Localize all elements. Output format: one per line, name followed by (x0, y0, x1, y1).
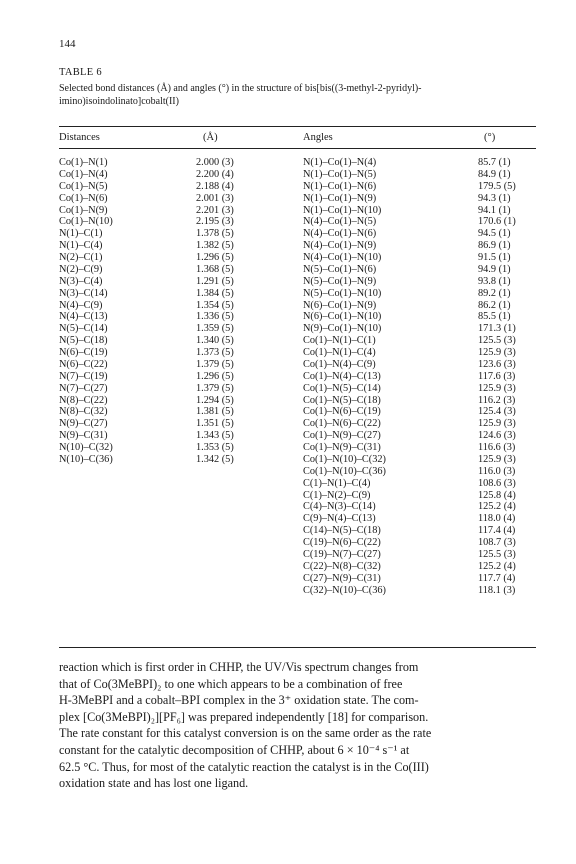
table-cell: 117.4 (4) (478, 525, 516, 537)
table-cell: 94.9 (1) (478, 263, 511, 275)
table-cell: 125.8 (4) (478, 489, 516, 501)
table-cell: 2.000 (3) (196, 157, 234, 168)
angle-name-column (303, 157, 386, 596)
table-cell: C(19)–N(7)–C(27) (303, 548, 381, 560)
paragraph-line: that of Co(3MeBPI)₂ to one which appears to be a combination of free (59, 676, 403, 691)
table-cell: N(1)–Co(1)–N(4) (303, 157, 377, 168)
table-cell: 2.200 (4) (196, 168, 234, 180)
table-cell: 93.8 (1) (478, 275, 511, 287)
table-cell: 125.4 (3) (478, 406, 516, 418)
paragraph-line: H-3MeBPI and a cobalt–BPI complex in the 3⁺ oxidation state. The com- (59, 693, 419, 708)
table-label: TABLE 6 (59, 67, 102, 78)
table-cell: N(4)–Co(1)–N(6) (303, 228, 377, 240)
table-cell: N(9)–Co(1)–N(10) (303, 323, 382, 335)
table-cell: 116.0 (3) (478, 465, 516, 477)
table-cell: C(1)–N(1)–C(4) (303, 477, 371, 489)
table-cell: Co(1)–N(6)–C(19) (303, 406, 381, 418)
table-cell: N(2)–C(1) (59, 252, 103, 263)
table-cell: 91.5 (1) (478, 252, 511, 263)
table-cell: Co(1)–N(6) (59, 192, 108, 204)
table-cell: N(10)–C(32) (59, 442, 113, 453)
table-cell: N(1)–Co(1)–N(10) (303, 204, 382, 216)
table-cell: 1.291 (5) (196, 275, 234, 287)
table-cell: 1.294 (5) (196, 394, 234, 406)
table-cell: N(6)–Co(1)–N(10) (303, 311, 382, 323)
table-cell: 124.6 (3) (478, 430, 516, 442)
table-cell: 89.2 (1) (478, 287, 511, 299)
table-cell: 1.381 (5) (196, 406, 234, 418)
table-header-rule (59, 148, 536, 149)
table-cell: 125.2 (4) (478, 560, 516, 572)
table-cell: 1.342 (5) (196, 453, 234, 465)
table-cell: 1.373 (5) (196, 347, 234, 358)
table-cell: 179.5 (5) (478, 180, 516, 192)
table-cell: 1.354 (5) (196, 299, 234, 311)
table-cell: C(22)–N(8)–C(32) (303, 560, 381, 572)
table-cell: 118.0 (4) (478, 513, 516, 525)
header-distances: Distances (59, 132, 100, 143)
table-cell: 1.379 (5) (196, 382, 234, 394)
table-cell: 117.7 (4) (478, 572, 516, 584)
table-cell: Co(1)–N(10)–C(36) (303, 465, 386, 477)
table-cell: 1.368 (5) (196, 263, 234, 275)
paragraph-line: plex [Co(3MeBPI)₂][PF₆] was prepared independently [18] for comparison. (59, 709, 429, 724)
table-cell: 125.9 (3) (478, 453, 516, 465)
table-bottom-rule (59, 647, 536, 648)
table-cell: N(4)–Co(1)–N(5) (303, 216, 377, 228)
table-cell: N(4)–C(13) (59, 311, 108, 323)
paragraph-line: The rate constant for this catalyst conversion is on the same order as the rate (59, 726, 432, 741)
table-cell: 2.188 (4) (196, 180, 234, 192)
caption-line: imino)isoindolinato]cobalt(II) (59, 96, 179, 107)
table-cell: 118.1 (3) (478, 584, 516, 596)
table-cell: 125.9 (3) (478, 347, 516, 358)
table-cell: Co(1)–N(1)–C(1) (303, 335, 376, 347)
table-cell: 1.382 (5) (196, 240, 234, 252)
table-cell: 125.5 (3) (478, 335, 516, 347)
paragraph-line: reaction which is first order in CHHP, the UV/Vis spectrum changes from (59, 660, 419, 674)
table-cell: N(3)–C(4) (59, 275, 103, 287)
table-cell: N(3)–C(14) (59, 287, 108, 299)
table-cell: 84.9 (1) (478, 168, 511, 180)
header-angles: Angles (303, 132, 333, 143)
table-cell: N(1)–C(4) (59, 240, 103, 252)
table-cell: Co(1)–N(4)–C(9) (303, 358, 376, 370)
header-distance-unit: (Å) (203, 132, 218, 143)
table-cell: 1.379 (5) (196, 358, 234, 370)
table-cell: 1.351 (5) (196, 418, 234, 430)
table-top-rule (59, 126, 536, 127)
table-cell: N(7)–C(19) (59, 370, 108, 382)
table-cell: 94.3 (1) (478, 192, 511, 204)
table-cell: 1.340 (5) (196, 335, 234, 347)
table-cell: N(1)–Co(1)–N(5) (303, 168, 377, 180)
table-cell: Co(1)–N(9)–C(31) (303, 442, 381, 453)
table-cell: 1.296 (5) (196, 252, 234, 263)
table-cell: 85.5 (1) (478, 311, 511, 323)
caption-line: Selected bond distances (Å) and angles (°) in the structure of bis[bis((3-methyl-2-pyridyl)- (59, 83, 422, 94)
page-number: 144 (59, 38, 76, 50)
table-cell: 125.5 (3) (478, 548, 516, 560)
table-cell: 117.6 (3) (478, 370, 516, 382)
table-cell: N(4)–Co(1)–N(9) (303, 240, 377, 252)
table-cell: 86.2 (1) (478, 299, 511, 311)
distance-bond-column (59, 157, 113, 466)
table-cell: 123.6 (3) (478, 358, 516, 370)
header-angle-unit: (°) (484, 132, 496, 143)
table-cell: 1.336 (5) (196, 311, 234, 323)
table-cell: Co(1)–N(9) (59, 204, 108, 216)
table-cell: 116.6 (3) (478, 442, 516, 453)
table-cell: 1.378 (5) (196, 228, 234, 240)
table-cell: N(9)–C(27) (59, 418, 108, 430)
table-cell: N(1)–C(1) (59, 228, 103, 240)
table-cell: 108.6 (3) (478, 477, 516, 489)
table-cell: C(9)–N(4)–C(13) (303, 513, 376, 525)
table-cell: 1.296 (5) (196, 370, 234, 382)
table-cell: C(19)–N(6)–C(22) (303, 537, 381, 548)
body-paragraph (59, 659, 537, 792)
table-cell: C(32)–N(10)–C(36) (303, 584, 386, 596)
table-cell: Co(1)–N(9)–C(27) (303, 430, 381, 442)
paragraph-line: 62.5 °C. Thus, for most of the catalytic reaction the catalyst is in the Co(III) (59, 759, 429, 774)
table-cell: Co(1)–N(4) (59, 168, 108, 180)
table-cell: C(4)–N(3)–C(14) (303, 501, 376, 513)
angle-value-column (478, 157, 516, 596)
table-caption (59, 82, 549, 108)
table-cell: N(9)–C(31) (59, 430, 108, 442)
table-cell: 94.1 (1) (478, 204, 511, 216)
table-cell: N(8)–C(22) (59, 394, 108, 406)
table-cell: Co(1)–N(1) (59, 157, 108, 168)
table-cell: 2.201 (3) (196, 204, 234, 216)
table-cell: 2.001 (3) (196, 192, 234, 204)
table-cell: N(5)–Co(1)–N(9) (303, 275, 377, 287)
table-cell: 108.7 (3) (478, 537, 516, 548)
table-cell: C(27)–N(9)–C(31) (303, 572, 381, 584)
table-cell: 86.9 (1) (478, 240, 511, 252)
paragraph-line: oxidation state and has lost one ligand. (59, 776, 249, 791)
distance-value-column (196, 157, 234, 466)
table-cell: 125.2 (4) (478, 501, 516, 513)
table-cell: N(1)–Co(1)–N(6) (303, 180, 377, 192)
table-cell: N(5)–Co(1)–N(10) (303, 287, 382, 299)
table-cell: Co(1)–N(1)–C(4) (303, 347, 376, 358)
table-cell: 125.9 (3) (478, 382, 516, 394)
table-cell: Co(1)–N(10)–C(32) (303, 453, 386, 465)
table-cell: Co(1)–N(5)–C(18) (303, 394, 381, 406)
table-cell: N(7)–C(27) (59, 382, 108, 394)
table-cell: N(5)–Co(1)–N(6) (303, 263, 377, 275)
table-cell: Co(1)–N(4)–C(13) (303, 370, 381, 382)
table-cell: 125.9 (3) (478, 418, 516, 430)
table-cell: N(5)–C(14) (59, 323, 108, 335)
table-cell: 85.7 (1) (478, 157, 511, 168)
table-cell: 116.2 (3) (478, 394, 516, 406)
table-cell: 1.384 (5) (196, 287, 234, 299)
table-cell: 94.5 (1) (478, 228, 511, 240)
table-cell: N(4)–C(9) (59, 299, 103, 311)
table-cell: Co(1)–N(5)–C(14) (303, 382, 381, 394)
table-cell: 170.6 (1) (478, 216, 516, 228)
table-cell: N(10)–C(36) (59, 453, 113, 465)
table-cell: C(14)–N(5)–C(18) (303, 525, 381, 537)
table-cell: N(4)–Co(1)–N(10) (303, 252, 382, 263)
table-cell: 1.353 (5) (196, 442, 234, 453)
table-cell: N(6)–C(22) (59, 358, 108, 370)
table-cell: 171.3 (1) (478, 323, 516, 335)
table-cell: N(6)–Co(1)–N(9) (303, 299, 377, 311)
table-cell: Co(1)–N(5) (59, 180, 108, 192)
table-cell: 1.343 (5) (196, 430, 234, 442)
table-cell: N(6)–C(19) (59, 347, 108, 358)
table-cell: 1.359 (5) (196, 323, 234, 335)
table-cell: N(2)–C(9) (59, 263, 103, 275)
paragraph-line: constant for the catalytic decomposition of CHHP, about 6 × 10⁻⁴ s⁻¹ at (59, 742, 410, 757)
table-cell: N(8)–C(32) (59, 406, 108, 418)
table-cell: Co(1)–N(10) (59, 216, 113, 228)
table-cell: C(1)–N(2)–C(9) (303, 489, 371, 501)
table-cell: N(1)–Co(1)–N(9) (303, 192, 377, 204)
table-cell: N(5)–C(18) (59, 335, 108, 347)
table-cell: Co(1)–N(6)–C(22) (303, 418, 381, 430)
table-cell: 2.195 (3) (196, 216, 234, 228)
